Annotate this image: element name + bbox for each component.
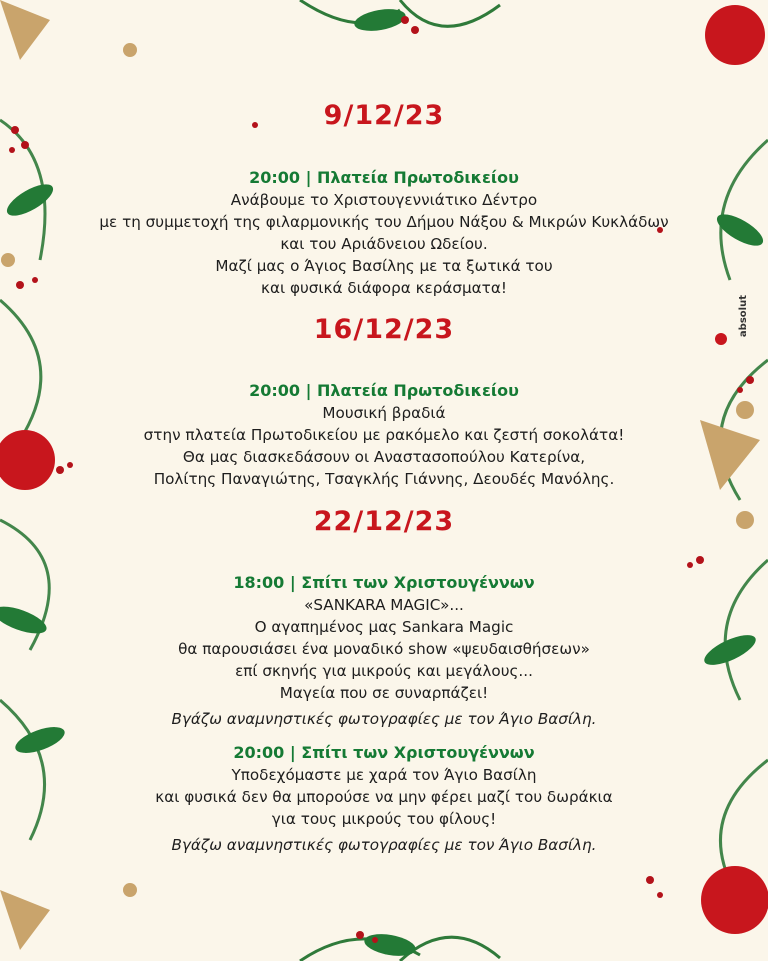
event-block bbox=[70, 572, 698, 730]
event-block bbox=[70, 742, 698, 856]
event-photo-note: Βγάζω αναμνηστικές φωτογραφίες με τον Άγιο Βασίλη. bbox=[171, 710, 597, 728]
event-description-line: Μαγεία που σε συναρπάζει! bbox=[279, 684, 489, 702]
event-date: 9/12/23 bbox=[323, 100, 445, 131]
brand-logo-text: absolut bbox=[738, 295, 749, 338]
event-description-line: Μουσική βραδιά bbox=[322, 404, 446, 422]
event-description-line: και φυσικά διάφορα κεράσματα! bbox=[261, 279, 507, 297]
event-description-line: θα παρουσιάσει ένα μοναδικό show «ψευδαισθήσεων» bbox=[178, 640, 590, 658]
brand-logo-icon bbox=[715, 333, 727, 345]
event-description-line: για τους μικρούς του φίλους! bbox=[271, 810, 497, 828]
event-description-line: επί σκηνής για μικρούς και μεγάλους... bbox=[235, 662, 533, 680]
event-description-line: Πολίτης Παναγιώτης, Τσαγκλής Γιάννης, Δεουδές Μανόλης. bbox=[153, 470, 615, 488]
event-description-line: στην πλατεία Πρωτοδικείου με ρακόμελο και ζεστή σοκολάτα! bbox=[143, 426, 625, 444]
event-time-location: 20:00 | Πλατεία Πρωτοδικείου bbox=[249, 381, 519, 400]
event-description-line: και φυσικά δεν θα μπορούσε να μην φέρει μαζί του δωράκια bbox=[155, 788, 613, 806]
event-description-line: Θα μας διασκεδάσουν οι Αναστασοπούλου Κατερίνα, bbox=[182, 448, 586, 466]
event-time-location: 20:00 | Πλατεία Πρωτοδικείου bbox=[249, 168, 519, 187]
event-photo-note: Βγάζω αναμνηστικές φωτογραφίες με τον Άγιο Βασίλη. bbox=[171, 836, 597, 854]
event-description-line: Υποδεχόμαστε με χαρά τον Άγιο Βασίλη bbox=[231, 766, 537, 784]
event-description-line: και του Αριάδνειου Ωδείου. bbox=[280, 235, 488, 253]
event-date: 22/12/23 bbox=[313, 506, 455, 537]
event-block bbox=[70, 167, 698, 299]
event-date: 16/12/23 bbox=[313, 314, 455, 345]
event-description-line: Μαζί μας ο Άγιος Βασίλης με τα ξωτικά του bbox=[215, 257, 553, 275]
event-description-line: με τη συμμετοχή της φιλαρμονικής του Δήμου Νάξου & Μικρών Κυκλάδων bbox=[99, 213, 669, 231]
event-description-line: «SANKARA MAGIC»... bbox=[304, 596, 464, 614]
event-time-location: 18:00 | Σπίτι των Χριστουγέννων bbox=[233, 573, 535, 592]
event-block bbox=[70, 380, 698, 490]
event-description-line: Ο αγαπημένος μας Sankara Magic bbox=[254, 618, 514, 636]
event-time-location: 20:00 | Σπίτι των Χριστουγέννων bbox=[233, 743, 535, 762]
event-description-line: Ανάβουμε το Χριστουγεννιάτικο Δέντρο bbox=[230, 191, 538, 209]
